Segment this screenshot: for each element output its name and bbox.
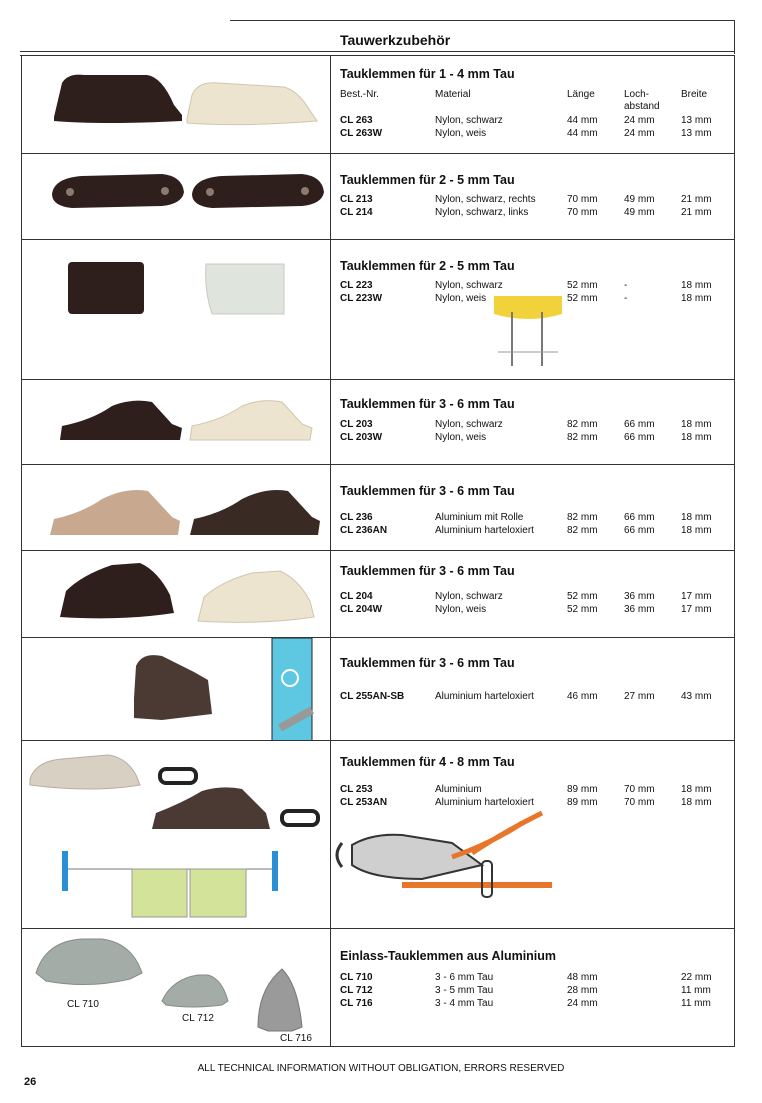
item-loch: - (624, 293, 628, 304)
item-loch: - (624, 280, 628, 291)
awning-illustration (494, 296, 564, 366)
item-loch: 36 mm (624, 591, 655, 602)
item-material: 3 - 6 mm Tau (435, 972, 494, 983)
cleat-cl236-image (22, 465, 331, 550)
item-laenge: 82 mm (567, 512, 598, 523)
item-material: Aluminium harteloxiert (435, 691, 534, 702)
product-row (22, 154, 735, 240)
item-breite: 22 mm (681, 972, 712, 983)
item-material: Nylon, schwarz (435, 115, 503, 126)
header-material: Material (435, 89, 471, 100)
item-breite: 11 mm (681, 985, 711, 996)
item-loch: 49 mm (624, 194, 655, 205)
item-material: Nylon, schwarz (435, 591, 503, 602)
product-row (22, 929, 735, 1047)
product-image (22, 55, 331, 153)
rope-cleat-illustration (332, 813, 552, 923)
item-laenge: 89 mm (567, 784, 598, 795)
item-material: 3 - 5 mm Tau (435, 985, 494, 996)
item-laenge: 82 mm (567, 432, 598, 443)
cleat-cl213-image (22, 154, 331, 239)
item-nr: CL 223 (340, 280, 373, 291)
item-breite: 13 mm (681, 128, 712, 139)
item-loch: 66 mm (624, 432, 655, 443)
item-breite: 17 mm (681, 591, 712, 602)
item-material: Nylon, weis (435, 128, 487, 139)
item-nr: CL 253AN (340, 797, 388, 808)
item-loch: 70 mm (624, 784, 655, 795)
item-material: Aluminium (435, 784, 482, 795)
item-breite: 18 mm (681, 432, 712, 443)
item-nr: CL 253 (340, 784, 373, 795)
header-lochabstand: Loch- abstand (624, 89, 660, 112)
header-laenge: Länge (567, 89, 595, 100)
row-title: Tauklemmen für 2 - 5 mm Tau (340, 259, 515, 273)
item-loch: 27 mm (624, 691, 655, 702)
item-breite: 13 mm (681, 115, 712, 126)
item-loch: 24 mm (624, 128, 655, 139)
item-laenge: 44 mm (567, 128, 598, 139)
item-laenge: 28 mm (567, 985, 598, 996)
item-breite: 18 mm (681, 293, 712, 304)
item-breite: 18 mm (681, 525, 712, 536)
item-breite: 18 mm (681, 784, 712, 795)
item-laenge: 70 mm (567, 194, 598, 205)
item-breite: 18 mm (681, 280, 712, 291)
row-title: Tauklemmen für 3 - 6 mm Tau (340, 564, 515, 578)
item-nr: CL 213 (340, 194, 373, 205)
caption-cl710: CL 710 (67, 999, 99, 1010)
item-material: Nylon, schwarz (435, 419, 503, 430)
item-material: Nylon, schwarz, rechts (435, 194, 536, 205)
item-laenge: 52 mm (567, 280, 598, 291)
item-laenge: 82 mm (567, 419, 598, 430)
item-material: Aluminium harteloxiert (435, 797, 534, 808)
item-laenge: 70 mm (567, 207, 598, 218)
product-row (22, 240, 735, 380)
item-material: Nylon, weis (435, 604, 487, 615)
page-number: 26 (24, 1076, 37, 1088)
cleat-cl263-image (22, 55, 331, 153)
item-nr: CL 204 (340, 591, 373, 602)
row-title: Tauklemmen für 3 - 6 mm Tau (340, 656, 515, 670)
cleat-cl253-image (22, 741, 331, 928)
product-image (22, 465, 331, 550)
item-nr: CL 203 (340, 419, 373, 430)
item-nr: CL 710 (340, 972, 373, 983)
row-title: Tauklemmen für 3 - 6 mm Tau (340, 397, 515, 411)
item-material: 3 - 4 mm Tau (435, 998, 494, 1009)
item-breite: 18 mm (681, 512, 712, 523)
item-breite: 11 mm (681, 998, 711, 1009)
item-material: Nylon, weis (435, 293, 487, 304)
item-nr: CL 204W (340, 604, 383, 615)
row-title: Einlass-Tauklemmen aus Aluminium (340, 949, 557, 963)
product-image (22, 154, 331, 239)
item-loch: 66 mm (624, 512, 655, 523)
item-material: Aluminium harteloxiert (435, 525, 534, 536)
row-title: Tauklemmen für 3 - 6 mm Tau (340, 484, 515, 498)
row-title: Tauklemmen für 2 - 5 mm Tau (340, 173, 515, 187)
item-laenge: 46 mm (567, 691, 598, 702)
product-image (22, 929, 331, 1047)
cleat-cl255-image (22, 638, 331, 740)
item-nr: CL 716 (340, 998, 373, 1009)
item-laenge: 52 mm (567, 604, 598, 615)
caption-cl716: CL 716 (280, 1033, 312, 1044)
product-row (22, 380, 735, 465)
item-loch: 36 mm (624, 604, 655, 615)
product-row (22, 55, 735, 154)
item-nr: CL 255AN-SB (340, 691, 405, 702)
item-loch: 66 mm (624, 419, 655, 430)
row-title: Tauklemmen für 4 - 8 mm Tau (340, 755, 515, 769)
product-image (22, 638, 331, 740)
item-nr: CL 214 (340, 207, 373, 218)
product-row (22, 638, 735, 741)
item-breite: 18 mm (681, 797, 712, 808)
item-nr: CL 203W (340, 432, 383, 443)
product-image (22, 240, 331, 379)
item-laenge: 52 mm (567, 293, 598, 304)
caption-cl712: CL 712 (182, 1013, 214, 1024)
item-nr: CL 223W (340, 293, 383, 304)
item-laenge: 82 mm (567, 525, 598, 536)
item-nr: CL 236AN (340, 525, 388, 536)
product-image (22, 380, 331, 464)
product-row (22, 551, 735, 638)
title-underline (20, 51, 735, 52)
cleat-cl710-image (22, 929, 331, 1047)
product-table (21, 55, 735, 1047)
row-title: Tauklemmen für 1 - 4 mm Tau (340, 67, 515, 81)
item-loch: 49 mm (624, 207, 655, 218)
header-best-nr: Best.-Nr. (340, 89, 379, 100)
cleat-cl223-image (22, 240, 331, 379)
item-laenge: 44 mm (567, 115, 598, 126)
product-row (22, 741, 735, 929)
product-image (22, 551, 331, 637)
item-material: Nylon, schwarz (435, 280, 503, 291)
header-breite: Breite (681, 89, 708, 100)
product-image (22, 741, 331, 928)
top-rule-end (734, 20, 735, 54)
item-loch: 70 mm (624, 797, 655, 808)
item-breite: 18 mm (681, 419, 712, 430)
item-breite: 21 mm (681, 194, 712, 205)
item-laenge: 89 mm (567, 797, 598, 808)
item-laenge: 48 mm (567, 972, 598, 983)
item-nr: CL 236 (340, 512, 373, 523)
item-nr: CL 263W (340, 128, 383, 139)
item-loch: 66 mm (624, 525, 655, 536)
item-nr: CL 263 (340, 115, 373, 126)
item-breite: 21 mm (681, 207, 712, 218)
footer-disclaimer: ALL TECHNICAL INFORMATION WITHOUT OBLIGATION, ERRORS RESERVED (197, 1063, 565, 1074)
item-laenge: 24 mm (567, 998, 598, 1009)
page-title: Tauwerkzubehör (340, 32, 451, 48)
item-material: Nylon, weis (435, 432, 487, 443)
item-loch: 24 mm (624, 115, 655, 126)
item-breite: 43 mm (681, 691, 712, 702)
item-breite: 17 mm (681, 604, 712, 615)
top-rule (230, 20, 735, 21)
cleat-cl204-image (22, 551, 331, 637)
item-material: Nylon, schwarz, links (435, 207, 529, 218)
item-material: Aluminium mit Rolle (435, 512, 524, 523)
product-row (22, 465, 735, 551)
cleat-cl203-image (22, 380, 331, 464)
item-laenge: 52 mm (567, 591, 598, 602)
item-nr: CL 712 (340, 985, 373, 996)
